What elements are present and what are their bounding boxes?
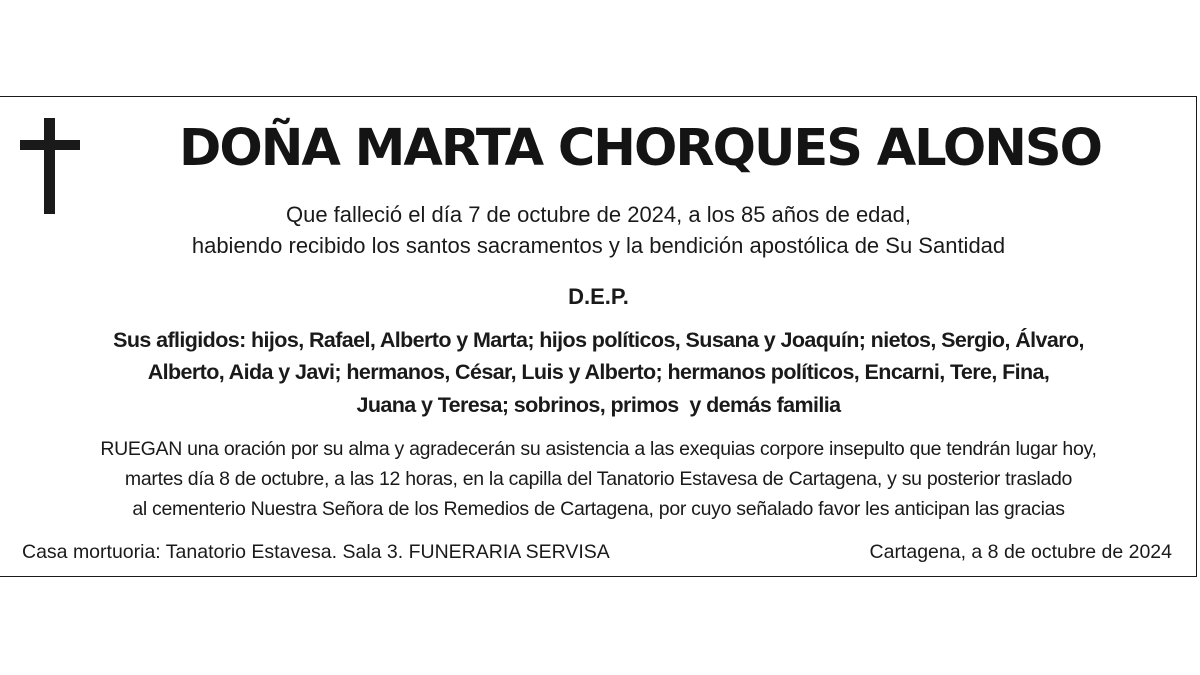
family-line: Alberto, Aida y Javi; hermanos, César, Luis y Alberto; hermanos políticos, Encarni, Tere, Fina,: [147, 360, 1050, 384]
request-line: RUEGAN una oración por su alma y agradecerán su asistencia a las exequias corpore insepulto que tendrán lugar hoy,: [100, 438, 1097, 460]
sacraments-line: habiendo recibido los santos sacramentos y la bendición apostólica de Su Santidad: [191, 233, 1006, 258]
dep-heading: D.E.P.: [568, 284, 629, 309]
request-line: al cementerio Nuestra Señora de los Remedios de Cartagena, por cuyo señalado favor les anticipan las gracias: [132, 498, 1065, 520]
family-line: Juana y Teresa; sobrinos, primos y demás familia: [356, 393, 841, 417]
deceased-name: DOÑA MARTA CHORQUES ALONSO: [179, 119, 1101, 178]
request-line: martes día 8 de octubre, a las 12 horas, en la capilla del Tanatorio Estavesa de Cartagena, y su posterior traslado: [124, 468, 1073, 490]
family-line: Sus afligidos: hijos, Rafael, Alberto y Marta; hijos políticos, Susana y Joaquín; nietos, Sergio, Álvaro,: [113, 328, 1084, 352]
obituary-notice: [0, 96, 1197, 577]
place-date: Cartagena, a 8 de octubre de 2024: [869, 541, 1172, 563]
death-date-line: Que falleció el día 7 de octubre de 2024, a los 85 años de edad,: [285, 202, 911, 227]
funeral-home-info: Casa mortuoria: Tanatorio Estavesa. Sala 3. FUNERARIA SERVISA: [22, 541, 610, 563]
